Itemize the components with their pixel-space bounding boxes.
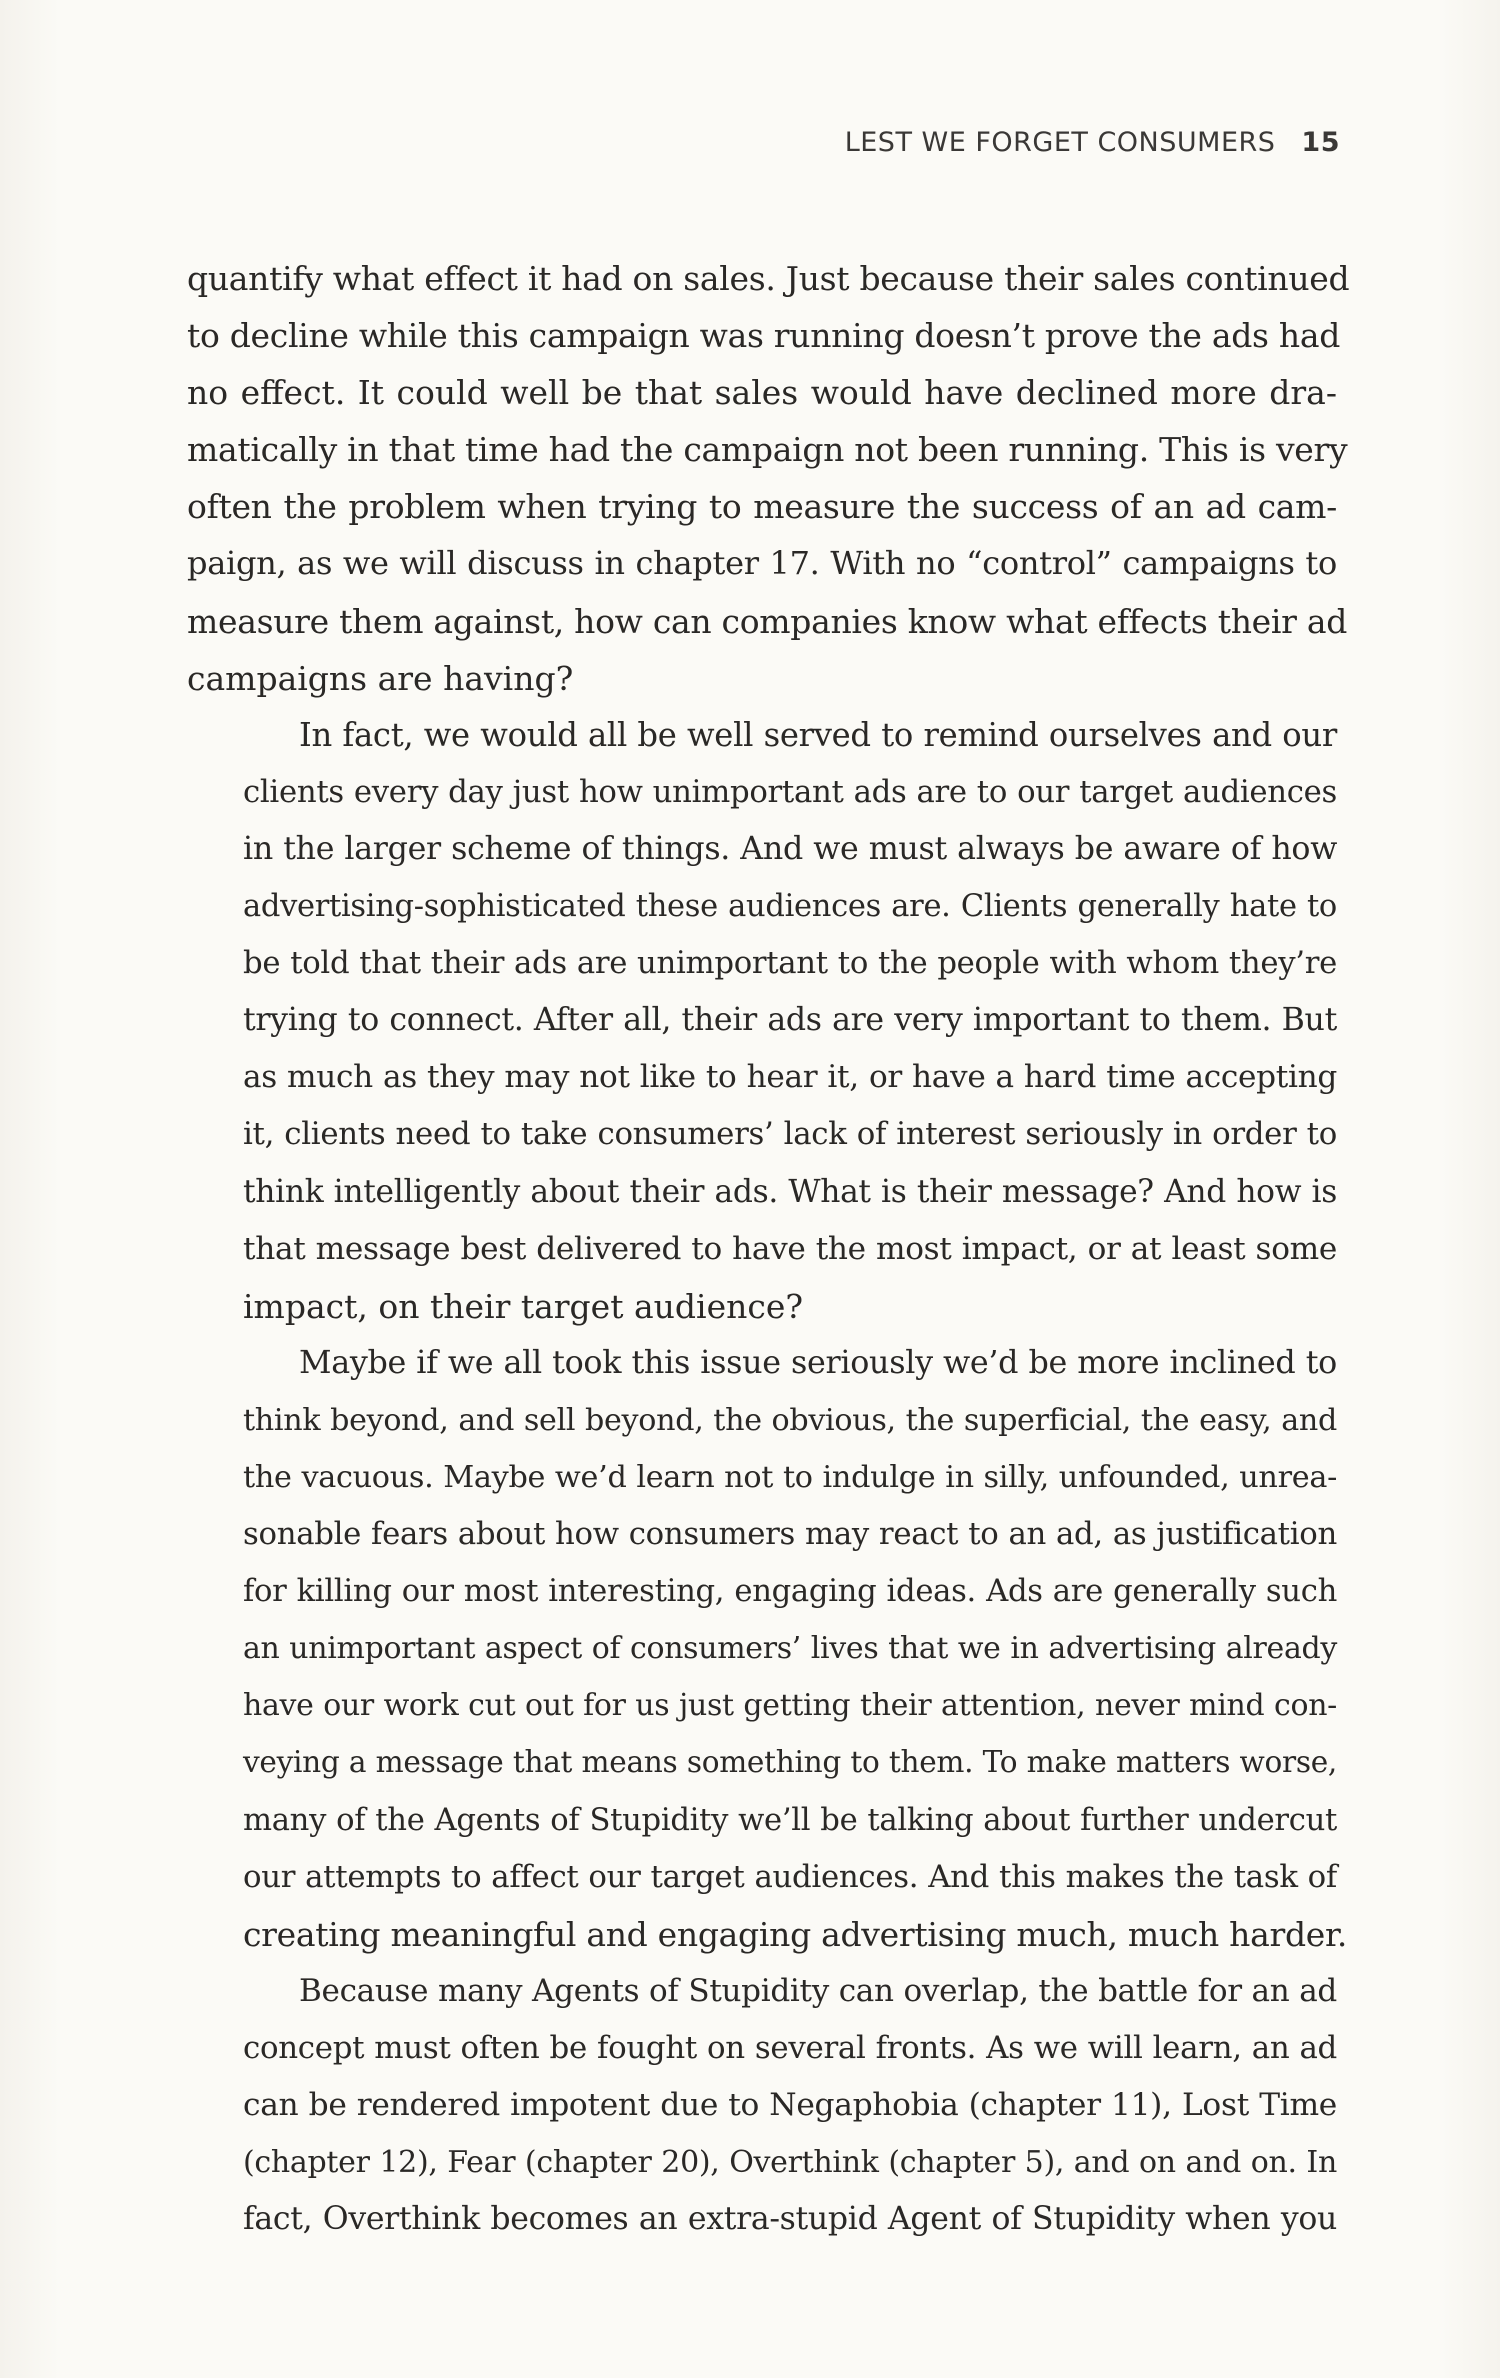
text-line: the vacuous. Maybe we’d learn not to indulge in silly, unfounded, unrea- bbox=[243, 1459, 1337, 1495]
text-line: creating meaningful and engaging advertising much, much harder. bbox=[243, 1914, 1348, 1954]
text-line: advertising-sophisticated these audiences are. Clients generally hate to bbox=[243, 889, 1337, 925]
text-line: sonable fears about how consumers may react to an ad, as justification bbox=[243, 1516, 1337, 1553]
text-line: clients every day just how unimportant ads are to our target audiences bbox=[243, 773, 1337, 810]
text-line: Maybe if we all took this issue seriously we’d be more inclined to bbox=[299, 1344, 1337, 1381]
text-line: that message best delivered to have the most impact, or at least some bbox=[243, 1230, 1337, 1267]
page-number: 15 bbox=[1301, 127, 1340, 158]
body-text bbox=[187, 250, 1350, 2248]
running-head bbox=[845, 127, 1340, 158]
text-line: as much as they may not like to hear it, or have a hard time accepting bbox=[243, 1059, 1337, 1096]
text-line: trying to connect. After all, their ads are very important to them. But bbox=[243, 1002, 1337, 1039]
text-line: think intelligently about their ads. What is their message? And how is bbox=[243, 1173, 1337, 1210]
paragraph-1 bbox=[187, 250, 1350, 707]
text-line: fact, Overthink becomes an extra-stupid Agent of Stupidity when you bbox=[243, 2201, 1337, 2238]
text-line: be told that their ads are unimportant to the people with whom they’re bbox=[243, 945, 1337, 982]
text-line: an unimportant aspect of consumers’ lives that we in advertising already bbox=[243, 1631, 1337, 1667]
text-line: our attempts to affect our target audiences. And this makes the task of bbox=[243, 1858, 1337, 1895]
paragraph-2 bbox=[187, 707, 1337, 1335]
text-line: concept must often be fought on several fronts. As we will learn, an ad bbox=[243, 2029, 1337, 2066]
text-line: to decline while this campaign was running doesn’t prove the ads had bbox=[187, 316, 1341, 356]
text-line: for killing our most interesting, engaging ideas. Ads are generally such bbox=[243, 1574, 1337, 1610]
text-line: impact, on their target audience? bbox=[243, 1286, 804, 1326]
text-line: In fact, we would all be well served to remind ourselves and our bbox=[299, 715, 1337, 754]
text-line: no effect. It could well be that sales would have declined more dra- bbox=[187, 373, 1337, 413]
text-line: campaigns are having? bbox=[187, 658, 574, 698]
text-line: veying a message that means something to them. To make matters worse, bbox=[243, 1745, 1337, 1780]
text-line: can be rendered impotent due to Negaphobia (chapter 11), Lost Time bbox=[243, 2087, 1337, 2123]
text-line: it, clients need to take consumers’ lack of interest seriously in order to bbox=[243, 1116, 1337, 1153]
text-line: in the larger scheme of things. And we must always be aware of how bbox=[243, 830, 1337, 867]
text-line: measure them against, how can companies know what effects their ad bbox=[187, 601, 1348, 641]
text-line: paign, as we will discuss in chapter 17. With no “control” campaigns to bbox=[187, 544, 1337, 583]
text-line: (chapter 12), Fear (chapter 20), Overthink (chapter 5), and on and on. In bbox=[243, 2145, 1337, 2181]
text-line: many of the Agents of Stupidity we’ll be talking about further undercut bbox=[243, 1802, 1337, 1838]
paragraph-4 bbox=[187, 1963, 1337, 2248]
text-line: often the problem when trying to measure the success of an ad cam- bbox=[187, 487, 1337, 527]
text-line: matically in that time had the campaign not been running. This is very bbox=[187, 430, 1348, 470]
text-line: have our work cut out for us just getting their attention, never mind con- bbox=[243, 1688, 1337, 1724]
paragraph-3 bbox=[187, 1335, 1348, 1963]
text-line: Because many Agents of Stupidity can overlap, the battle for an ad bbox=[299, 1972, 1337, 2009]
text-line: quantify what effect it had on sales. Just because their sales continued bbox=[187, 259, 1350, 298]
running-title: LEST WE FORGET CONSUMERS bbox=[844, 127, 1276, 158]
text-line: think beyond, and sell beyond, the obvious, the superficial, the easy, and bbox=[243, 1402, 1337, 1438]
